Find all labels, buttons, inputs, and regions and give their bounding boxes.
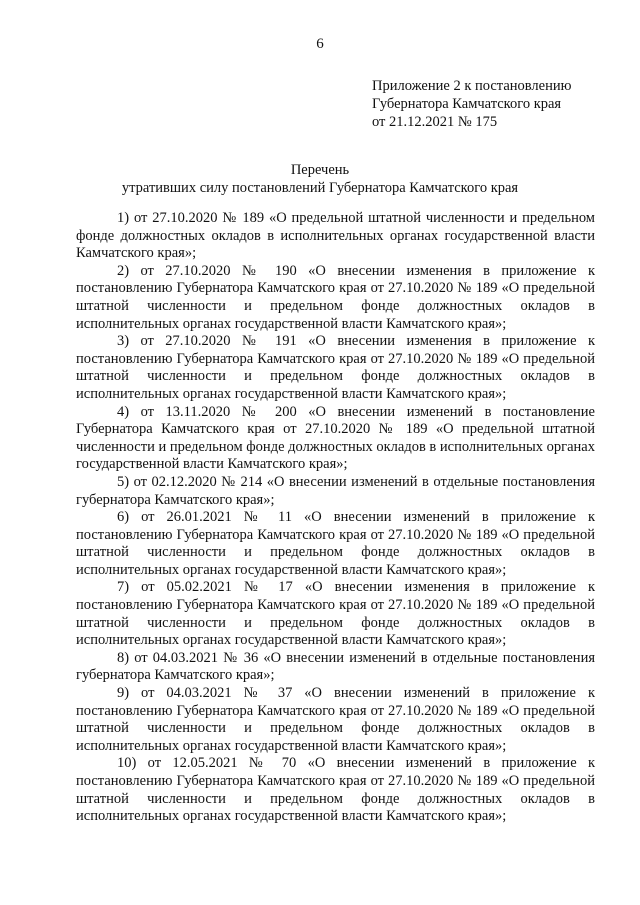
document-title	[0, 161, 640, 197]
title-subheading: утративших силу постановлений Губернатора Камчатского края	[121, 180, 519, 196]
list-item: 5) от 02.12.2020 № 214 «О внесении изменений в отдельные постановления губернатора Камчатского края»;	[76, 473, 595, 508]
appendix-line-3: от 21.12.2021 № 175	[372, 114, 498, 130]
title-heading: Перечень	[290, 162, 350, 178]
appendix-line-2: Губернатора Камчатского края	[372, 96, 562, 112]
decree-list	[76, 210, 595, 826]
list-item: 8) от 04.03.2021 № 36 «О внесении изменений в отдельные постановления губернатора Камчатского края»;	[76, 649, 595, 684]
list-item: 2) от 27.10.2020 № 190 «О внесении изменения в приложение к постановлению Губернатора Камчатского края от 27.10.2020 № 189 «О предельной штатной численности и предельном фонде должностных окладов в исполнительных органах государственной власти Камчатского края»;	[76, 262, 595, 332]
page-number: 6	[316, 36, 324, 52]
list-item: 1) от 27.10.2020 № 189 «О предельной штатной численности и предельном фонде должностных окладов в исполнительных органах государственной власти Камчатского края»;	[76, 210, 595, 262]
appendix-reference	[372, 77, 571, 131]
list-item: 6) от 26.01.2021 № 11 «О внесении изменений в приложение к постановлению Губернатора Камчатского края от 27.10.2020 № 189 «О предельной штатной численности и предельном фонде должностных окладов в исполнительных органах государственной власти Камчатского края»;	[76, 509, 595, 578]
list-item: 10) от 12.05.2021 № 70 «О внесении изменений в приложение к постановлению Губернатора Камчатского края от 27.10.2020 № 189 «О предельной штатной численности и предельном фонде должностных окладов в исполнительных органах государственной власти Камчатского края»;	[76, 755, 595, 825]
list-item: 7) от 05.02.2021 № 17 «О внесении изменения в приложение к постановлению Губернатора Камчатского края от 27.10.2020 № 189 «О предельной штатной численности и предельном фонде должностных окладов в исполнительных органах государственной власти Камчатского края»;	[76, 579, 595, 649]
list-item: 3) от 27.10.2020 № 191 «О внесении изменения в приложение к постановлению Губернатора Камчатского края от 27.10.2020 № 189 «О предельной штатной численности и предельном фонде должностных окладов в исполнительных органах государственной власти Камчатского края»;	[76, 333, 595, 402]
appendix-line-1: Приложение 2 к постановлению	[372, 78, 572, 94]
list-item: 4) от 13.11.2020 № 200 «О внесении изменений в постановление Губернатора Камчатского края от 27.10.2020 № 189 «О предельной штатной численности и предельном фонде должностных окладов в исполнительных органах государственной власти Камчатского края»;	[76, 403, 595, 473]
list-item: 9) от 04.03.2021 № 37 «О внесении изменений в приложение к постановлению Губернатора Камчатского края от 27.10.2020 № 189 «О предельной штатной численности и предельном фонде должностных окладов в исполнительных органах государственной власти Камчатского края»;	[76, 685, 595, 754]
